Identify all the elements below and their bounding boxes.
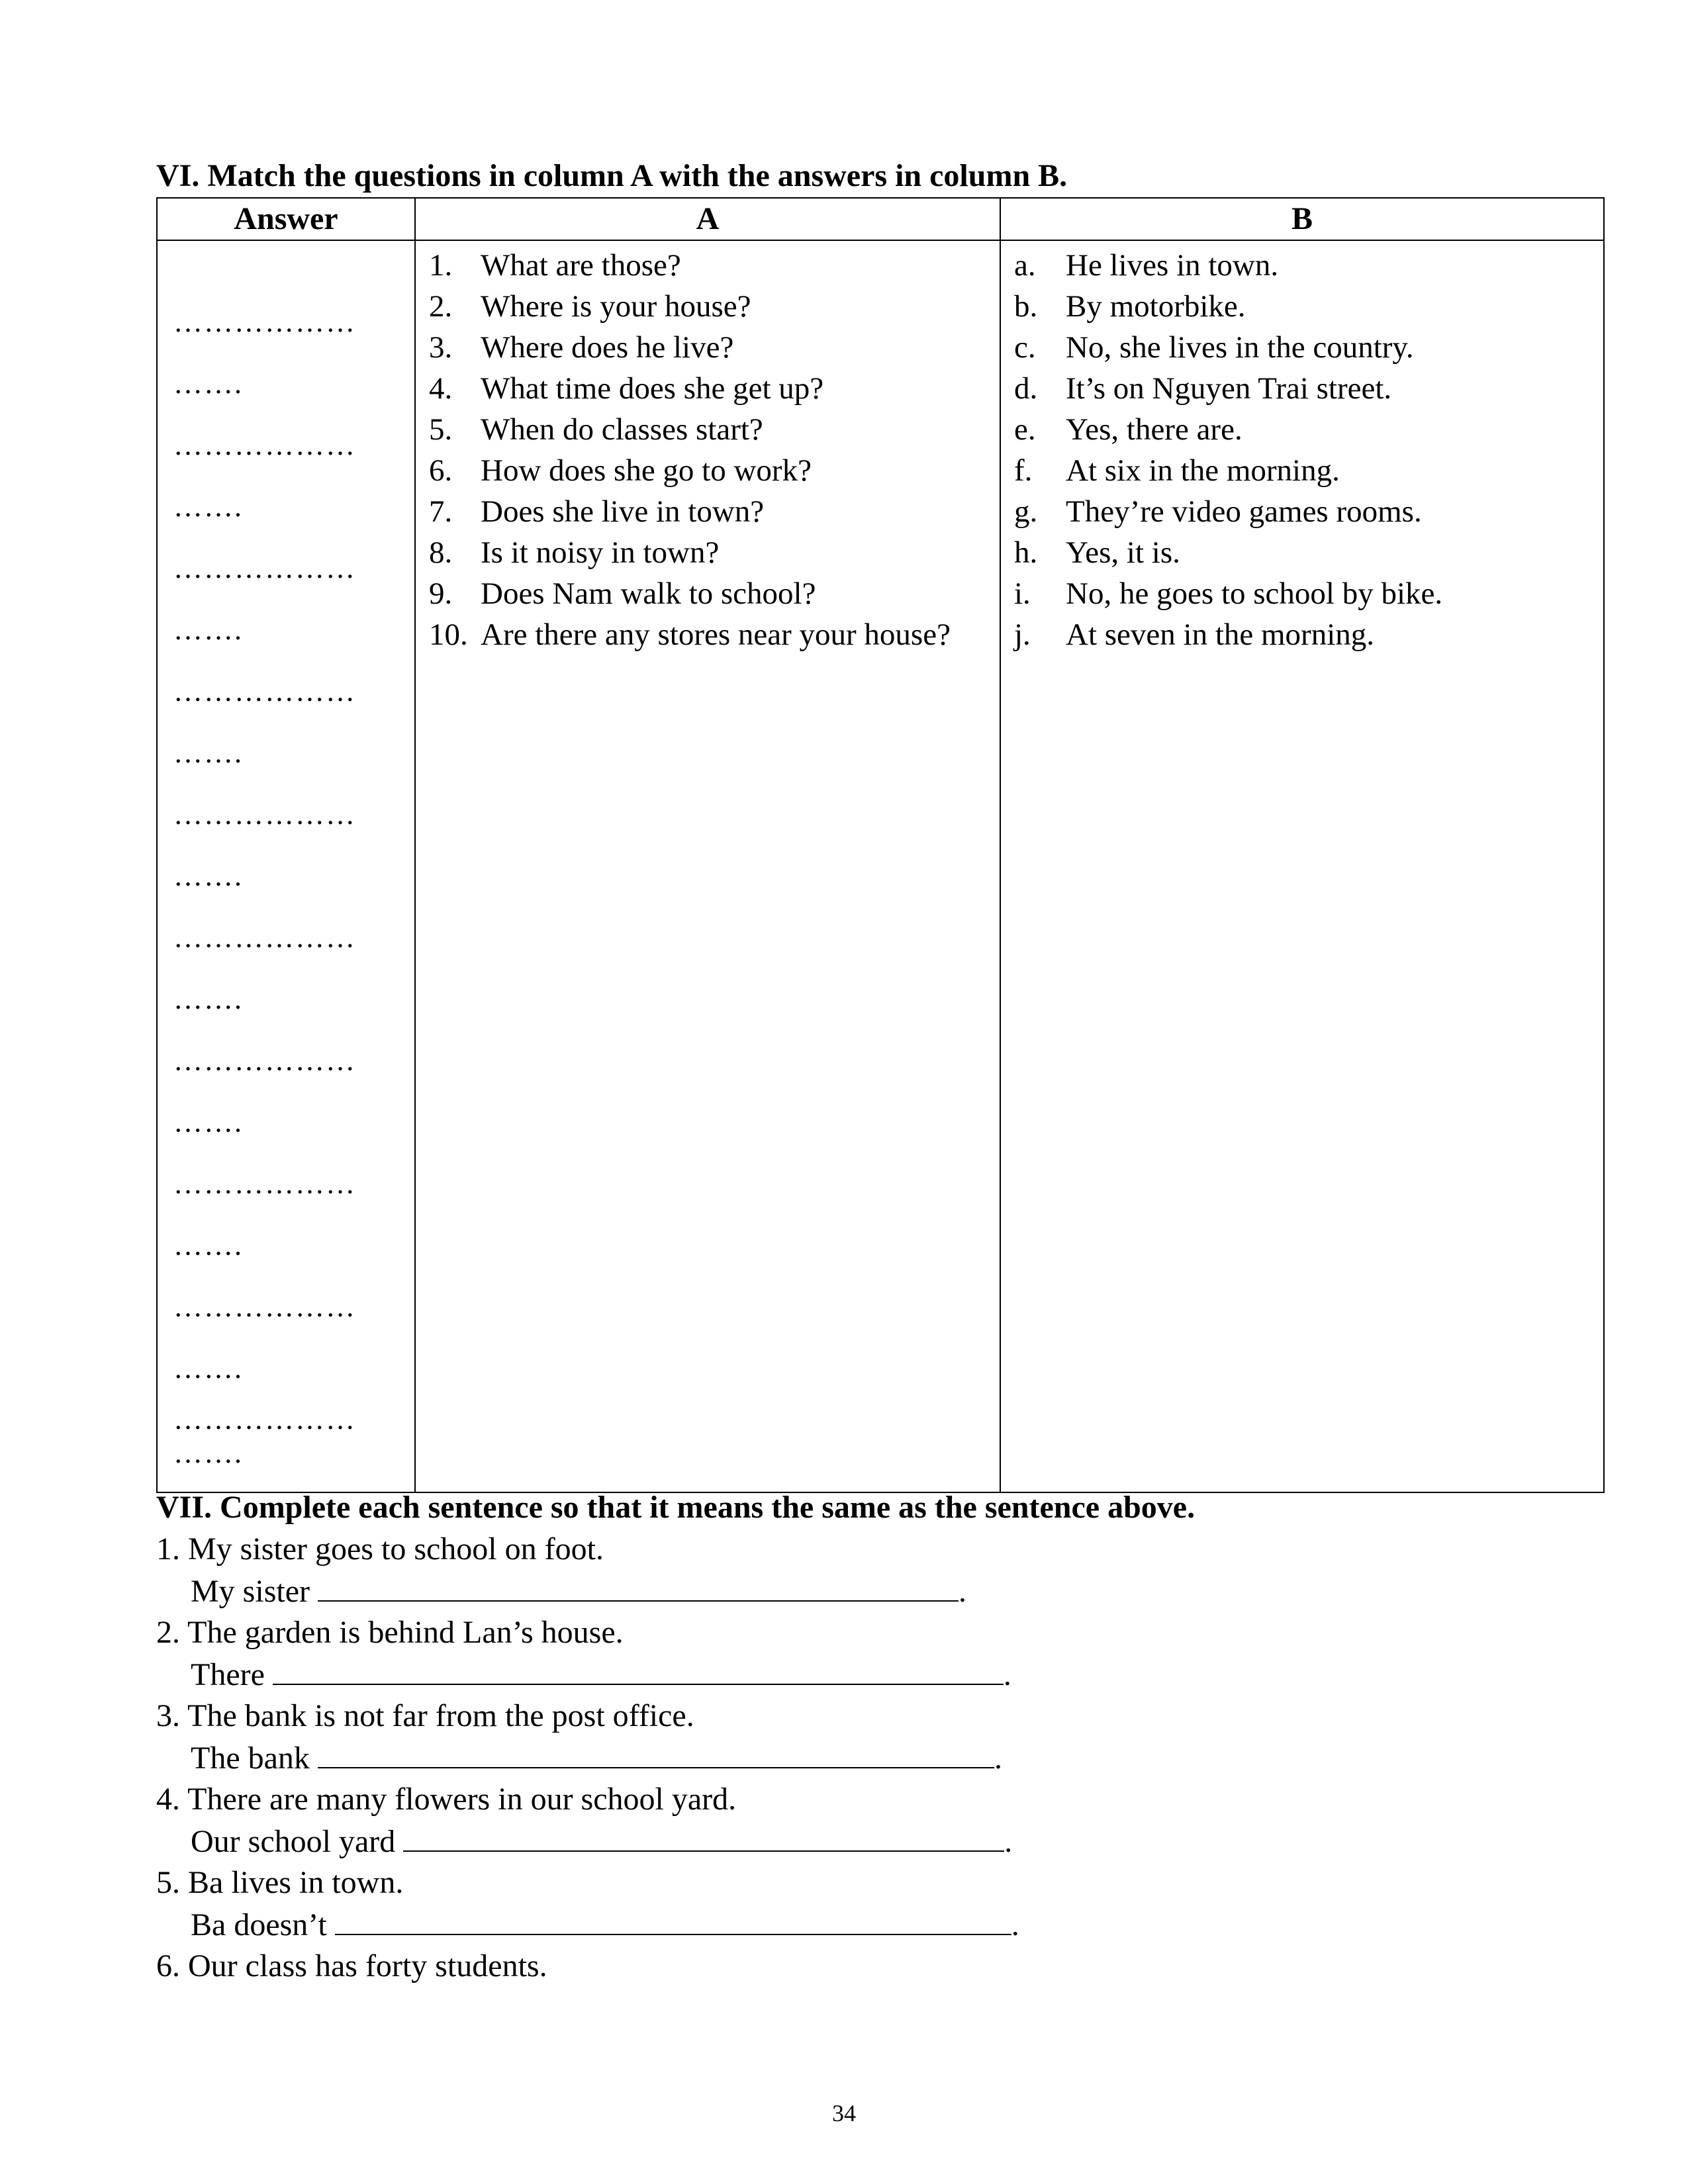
question-text: What time does she get up?	[481, 371, 824, 406]
answer-text: At seven in the morning.	[1066, 617, 1375, 652]
question-number: 6.	[429, 453, 453, 488]
source-sentence: 6. Our class has forty students.	[156, 1948, 547, 1983]
answer-item	[1001, 368, 1603, 409]
answer-letter: d.	[1014, 371, 1038, 406]
matching-table	[156, 197, 1605, 1493]
answer-blank[interactable]: …….	[173, 367, 243, 400]
question-text: When do classes start?	[481, 412, 763, 447]
rewrite-prompt: There	[191, 1657, 265, 1692]
answer-blank[interactable]: …….	[173, 1229, 243, 1261]
question-item	[416, 450, 1000, 491]
sentence-end: .	[1003, 1657, 1011, 1692]
question-number: 4.	[429, 371, 453, 406]
answer-text: No, she lives in the country.	[1066, 330, 1414, 365]
answer-letter: c.	[1014, 330, 1036, 365]
question-text: Is it noisy in town?	[481, 535, 720, 570]
question-item	[416, 327, 1000, 368]
question-text: Where does he live?	[481, 330, 734, 365]
answer-text: At six in the morning.	[1066, 453, 1340, 488]
answer-blank[interactable]: ………………	[173, 552, 356, 584]
rewrite-line	[156, 1570, 1599, 1612]
question-number: 3.	[429, 330, 453, 365]
question-number: 2.	[429, 289, 453, 324]
question-item	[416, 409, 1000, 450]
question-item	[416, 491, 1000, 532]
answer-text: By motorbike.	[1066, 289, 1246, 324]
question-number: 10.	[429, 617, 468, 652]
rewrite-prompt: Our school yard	[191, 1824, 396, 1859]
rewrite-prompt: Ba doesn’t	[191, 1907, 327, 1942]
answer-blank[interactable]: …….	[173, 983, 243, 1015]
answer-letter: f.	[1014, 453, 1033, 488]
table-body-row	[157, 240, 1604, 1492]
answer-item	[1001, 491, 1603, 532]
section-7-title: VII. Complete each sentence so that it means the same as the sentence above.	[156, 1490, 1196, 1525]
question-text: Where is your house?	[481, 289, 751, 324]
rewrite-prompt: The bank	[191, 1741, 310, 1776]
answer-column	[157, 240, 415, 1492]
answer-letter: b.	[1014, 289, 1038, 324]
answer-text: They’re video games rooms.	[1066, 494, 1422, 529]
header-answer: Answer	[157, 198, 415, 240]
answer-item	[1001, 245, 1603, 286]
answer-blank[interactable]: ………………	[173, 306, 356, 338]
answer-blank-line[interactable]	[318, 1737, 994, 1768]
answer-item	[1001, 532, 1603, 573]
column-a	[415, 240, 1000, 1492]
answer-blank[interactable]: ………………	[173, 1044, 356, 1077]
answer-blank-line[interactable]	[273, 1653, 1004, 1685]
sentence-end: .	[959, 1574, 966, 1609]
sentence-end: .	[994, 1741, 1002, 1776]
question-item	[416, 573, 1000, 614]
question-text: Does she live in town?	[481, 494, 765, 529]
question-item	[416, 245, 1000, 286]
question-text: Does Nam walk to school?	[481, 576, 816, 611]
answer-blank-line[interactable]	[318, 1570, 959, 1602]
question-number: 7.	[429, 494, 453, 529]
answer-item	[1001, 286, 1603, 327]
sentence-end: .	[1004, 1824, 1013, 1859]
answer-blank[interactable]: ………………	[173, 798, 356, 831]
source-sentence: 5. Ba lives in town.	[156, 1865, 404, 1900]
source-sentence: 4. There are many flowers in our school yard.	[156, 1782, 737, 1817]
answer-text: Yes, it is.	[1066, 535, 1180, 570]
answer-letter: h.	[1014, 535, 1038, 570]
answer-blank[interactable]: …….	[173, 1106, 243, 1138]
answer-letter: g.	[1014, 494, 1038, 529]
rewrite-prompt: My sister	[191, 1574, 310, 1609]
answer-text: No, he goes to school by bike.	[1066, 576, 1443, 611]
question-item	[416, 368, 1000, 409]
answer-blank[interactable]: ………………	[173, 675, 356, 707]
answer-blank[interactable]: …….	[173, 614, 243, 646]
header-column-b: B	[1000, 198, 1604, 240]
question-number: 5.	[429, 412, 453, 447]
question-text: Are there any stores near your house?	[481, 617, 951, 652]
question-item	[416, 532, 1000, 573]
answer-blank[interactable]: …….	[173, 737, 243, 769]
answer-letter: j.	[1014, 617, 1031, 652]
answer-item	[1001, 450, 1603, 491]
answer-item	[1001, 573, 1603, 614]
answer-text: Yes, there are.	[1066, 412, 1243, 447]
page-number: 34	[832, 2100, 856, 2126]
source-sentence: 1. My sister goes to school on foot.	[156, 1531, 604, 1567]
sentence-end: .	[1011, 1907, 1019, 1942]
question-text: What are those?	[481, 248, 681, 283]
section-7-exercises	[156, 1529, 1599, 1987]
answer-blank[interactable]: ………………	[173, 1167, 356, 1200]
answer-blank[interactable]: ………………	[173, 429, 356, 461]
answer-blank-line[interactable]	[403, 1820, 1004, 1852]
rewrite-line	[156, 1903, 1599, 1946]
answer-blank[interactable]: …….	[173, 860, 243, 892]
answer-blank[interactable]: …….	[173, 1437, 243, 1469]
answer-letter: e.	[1014, 412, 1036, 447]
rewrite-line	[156, 1653, 1599, 1696]
answer-text: He lives in town.	[1066, 248, 1279, 283]
column-b	[1000, 240, 1604, 1492]
question-item	[416, 614, 1000, 655]
answer-blank[interactable]: ………………	[173, 1403, 356, 1435]
answer-blank[interactable]: …….	[173, 490, 243, 523]
answer-item	[1001, 327, 1603, 368]
answer-letter: a.	[1014, 248, 1036, 283]
rewrite-line	[156, 1820, 1599, 1862]
question-number: 8.	[429, 535, 453, 570]
question-number: 9.	[429, 576, 453, 611]
answer-blank[interactable]: …….	[173, 1352, 243, 1385]
answer-text: It’s on Nguyen Trai street.	[1066, 371, 1392, 406]
source-sentence: 3. The bank is not far from the post office.	[156, 1698, 694, 1733]
header-column-a: A	[415, 198, 1000, 240]
source-sentence: 2. The garden is behind Lan’s house.	[156, 1615, 624, 1650]
answer-blank[interactable]: ………………	[173, 921, 356, 954]
question-number: 1.	[429, 248, 453, 283]
answer-blank-line[interactable]	[335, 1903, 1011, 1935]
table-header-row	[157, 198, 1604, 240]
answer-item	[1001, 409, 1603, 450]
question-text: How does she go to work?	[481, 453, 812, 488]
answer-item	[1001, 614, 1603, 655]
answer-letter: i.	[1014, 576, 1031, 611]
answer-blank[interactable]: ………………	[173, 1291, 356, 1323]
question-item	[416, 286, 1000, 327]
rewrite-line	[156, 1737, 1599, 1779]
section-6-title: VI. Match the questions in column A with the answers in column B.	[156, 158, 1068, 193]
